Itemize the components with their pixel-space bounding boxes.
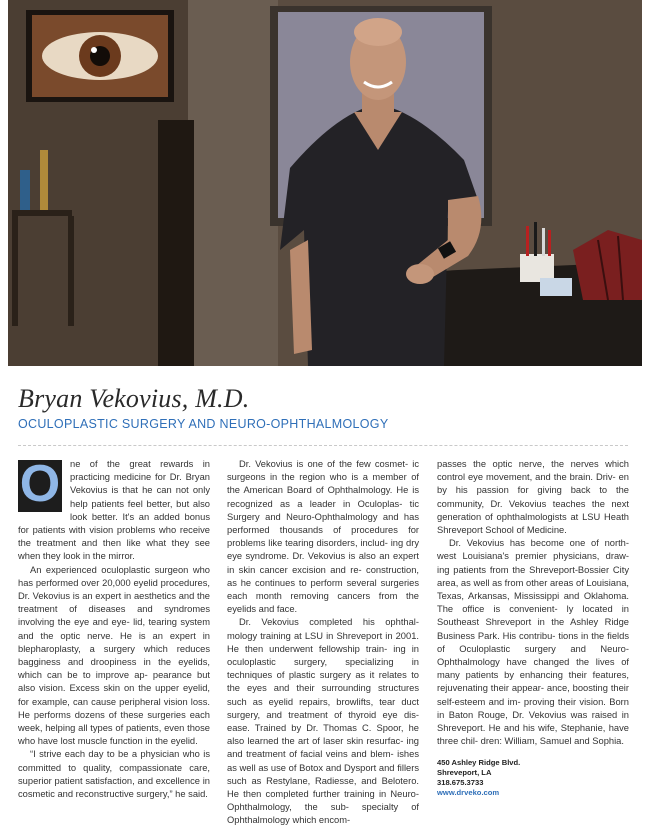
doctor-name: Bryan Vekovius, M.D.	[18, 384, 250, 413]
article-column-3	[437, 458, 629, 798]
doctor-portrait-photo	[8, 0, 642, 366]
paragraph: Dr. Vekovius has become one of north- west Louisiana's premier physicians, draw- ing patients from the Shreveport-Bossier City area, as well as from other areas of Louisiana, Texas, Arkansas, Mississippi and Oklahoma. The office is convenient- ly located in Southeast Shreveport in the Ashley Ridge Business Park. His contribu- tions in the fields of Oculoplastic surgery and Neuro- Ophthalmology have changed the lives of many patients by enhancing their features, rejuvenating their appear- ance, boosting their self-esteem and im- proving their vision. Born in Baton Rouge, Dr. Vekovius was raised in Shreveport. He and his wife, Stephanie, have three chil- dren: William, Samuel and Sophia.	[437, 538, 629, 747]
contact-website-link[interactable]: www.drveko.com	[437, 788, 500, 798]
drop-cap-letter: O	[19, 454, 61, 513]
specialty-subtitle: OCULOPLASTIC SURGERY AND NEURO-OPHTHALMOLOGY	[18, 417, 389, 431]
contact-info	[437, 758, 629, 798]
paragraph: Dr. Vekovius completed his ophthal- mology training at LSU in Shreveport in 2001. He then underwent fellowship train- ing in oculoplastic surgery, specializing in techniques of plastic surgery as it relates to the eyes and their surrounding structures such as eyelid repairs, browlifts, tear duct surgery, and treatment of thyroid eye dis- ease. Trained by Dr. Thomas C. Spoor, he also learned the art of laser skin resurfac- ing and treatment of facial veins and blem- ishes as well as use of Botox and Dysport and fillers such as Restylane, Radiesse, and Belotero. He then completed further training in Neuro-Ophthalmology, the sub- specialty of Ophthalmology which encom-	[227, 617, 419, 826]
drop-cap	[18, 454, 62, 513]
paragraph: Dr. Vekovius is one of the few cosmet- ic surgeons in the region who is a member of the American Board of Ophthalmology. He is recognized as a leader in Oculoplas- tic Surgery and Neuro-Ophthalmology and has performed thousands of procedures for problems like tearing disorders, includ- ing dry eye syndrome. Dr. Vekovius is also an expert in skin cancer excision and re- construction, as he continues to perform several surgeries each month removing cancers from the eyelids and face.	[227, 459, 419, 615]
contact-city: Shreveport, LA	[437, 768, 492, 778]
contact-phone: 318.675.3733	[437, 778, 484, 788]
eye-painting	[26, 10, 174, 102]
article-column-2	[227, 458, 419, 828]
article-column-1	[18, 454, 210, 801]
paragraph: passes the optic nerve, the nerves which control eye movement, and the brain. Driv- en by his passion for giving back to the community, Dr. Vekovius teaches the next generation of ophthalmologists at LSU Heath Shreveport School of Medicine.	[437, 459, 629, 536]
paragraph: “I strive each day to be a physician who is committed to quality, compassionate care, superior patient satisfaction, and excellence in cosmetic and reconstructive surgery,” he said.	[18, 749, 210, 800]
paragraph: An experienced oculoplastic surgeon who has performed over 20,000 eyelid procedures, Dr. Vekovius is an expert in aesthetics and the treatment of diseases and syndromes involving the eye and eye- lid, tearing system and the optic nerve. He is an expert in blepharoplasty, a surgery which reduces bagginess and droopiness in the eyelids, which can be to improve ap- pearance but also vision. Excess skin on the upper eyelid, for example, can cause peripheral vision loss. He performs dozens of these surgeries each week, helping all types of patients, even those who have lost muscle function in the eyelid.	[18, 564, 210, 747]
divider	[18, 445, 628, 446]
paragraph: ne of the great rewards in practicing medicine for Dr. Bryan Vekovius is that he can not only help patients feel better, but also look better. It's an added bonus for patients with vision problems who receive the treatment and then like what they see when they look in the mirror.	[18, 459, 210, 562]
contact-address: 450 Ashley Ridge Blvd.	[437, 758, 521, 768]
